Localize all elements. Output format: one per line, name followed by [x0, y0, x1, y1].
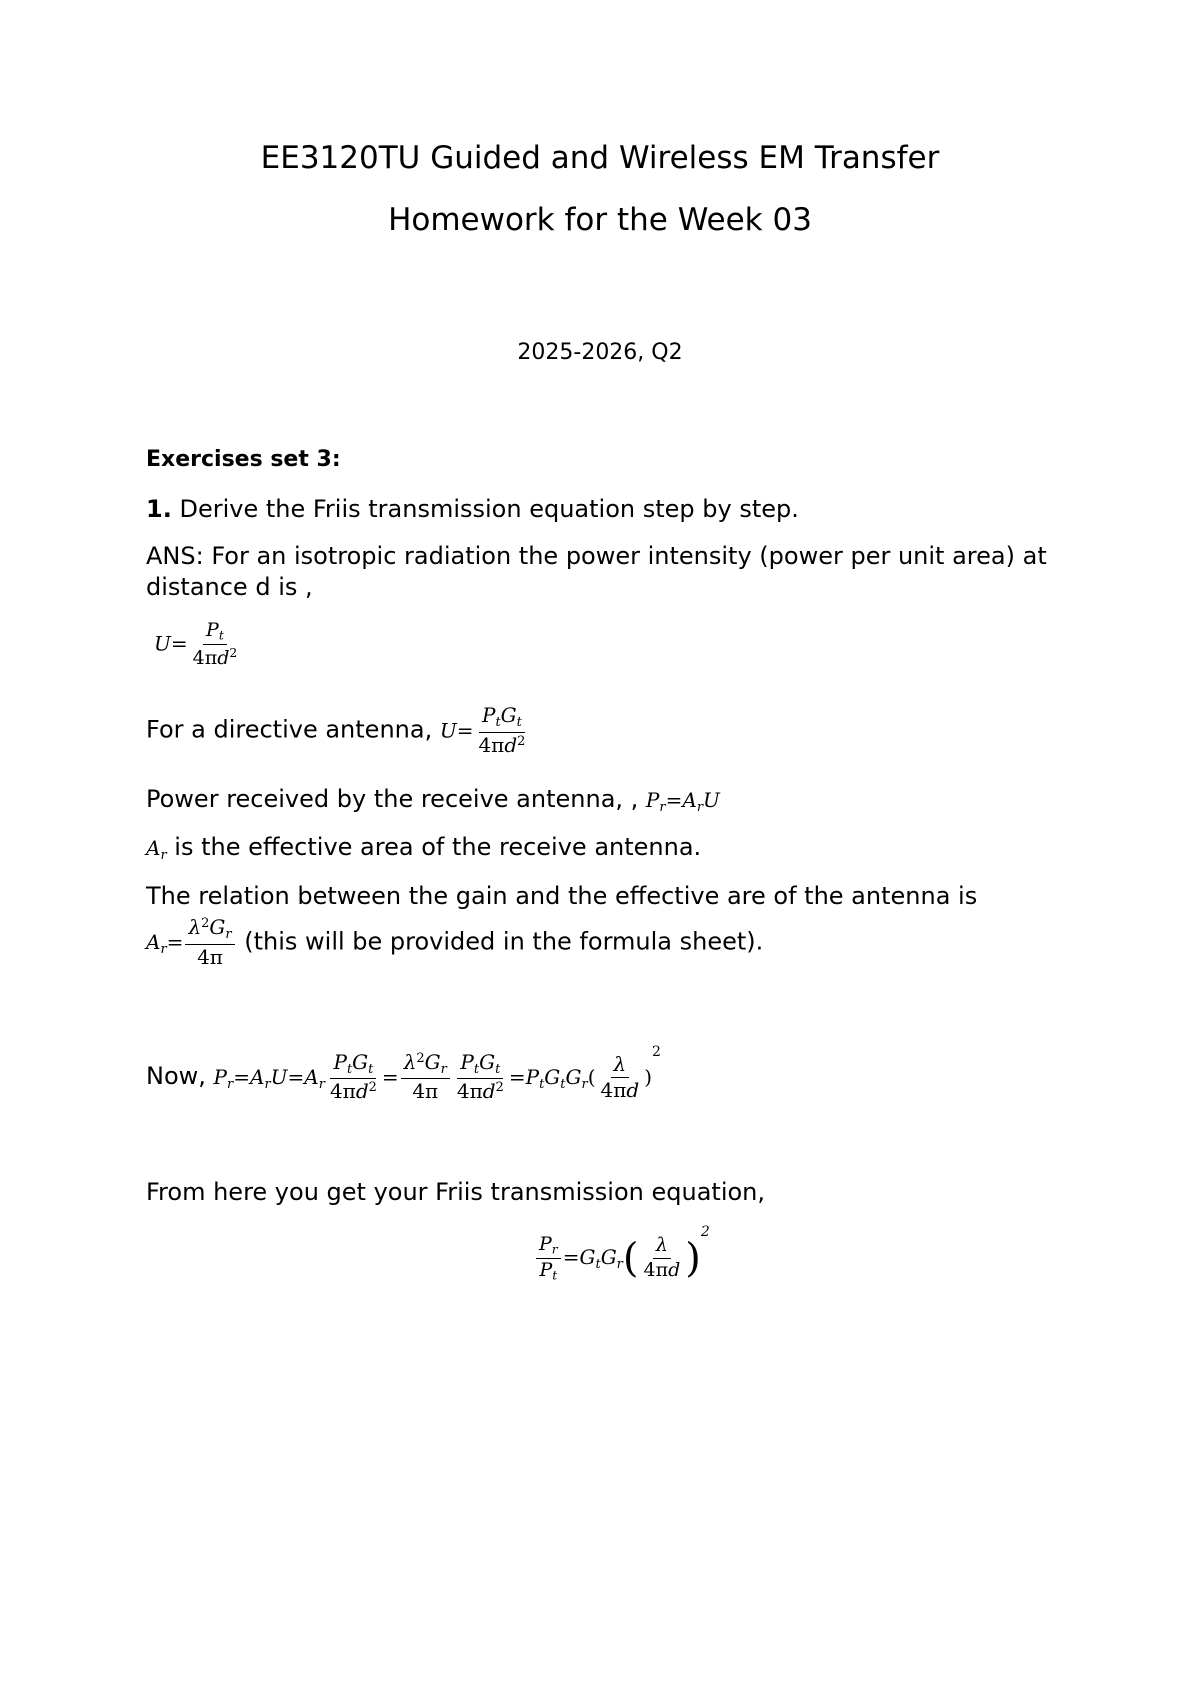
directive-antenna-line: For a directive antenna, U= $\frac{P_tG_t}{4\pi d^2}$: [146, 703, 526, 757]
isotropic-intensity-equation: U= $\frac{P_t}{4\pi d^2}$: [154, 619, 238, 669]
derivation-line: Now, $P_r=A_rU=A_r$ $\frac{P_tG_t}{4\pi d^2}$ = $\frac{\lambda^2G_r}{4\pi}$ $\frac{P_tG_t}{4\pi d^2}$ $=P_tG_tG_r$( $\frac{\lambda}{4\pi d}$ )$^2$: [146, 1044, 661, 1104]
friis-intro-text: From here you get your Friis transmission equation,: [146, 1178, 766, 1206]
answer-line-1: ANS: For an isotropic radiation the power intensity (power per unit area) at: [146, 542, 1047, 570]
term-label: 2025-2026, Q2: [517, 340, 683, 365]
gain-area-relation-text: The relation between the gain and the effective are of the antenna is: [146, 882, 978, 910]
question-number: 1.: [146, 495, 172, 523]
effective-area-line: $A_r$ is the effective area of the receive antenna.: [146, 833, 702, 863]
power-received-line: Power received by the receive antenna, , $P_r=A_rU$: [146, 785, 720, 815]
effective-area-formula-line: $A_r=$ $\frac{\lambda^2G_r}{4\pi}$ (this will be provided in the formula sheet).: [146, 915, 764, 969]
question-1: [146, 495, 799, 523]
homework-title: Homework for the Week 03: [388, 202, 812, 238]
question-text: Derive the Friis transmission equation step by step.: [171, 495, 799, 523]
exercise-set-label: Exercises set 3:: [146, 447, 341, 472]
friis-equation: $\frac{P_r}{P_t}$ $=G_tG_r$( $\frac{\lambda}{4\pi d}$ )$^2$: [534, 1224, 710, 1283]
course-title: EE3120TU Guided and Wireless EM Transfer: [260, 140, 940, 176]
answer-line-2: distance d is ,: [146, 573, 313, 601]
